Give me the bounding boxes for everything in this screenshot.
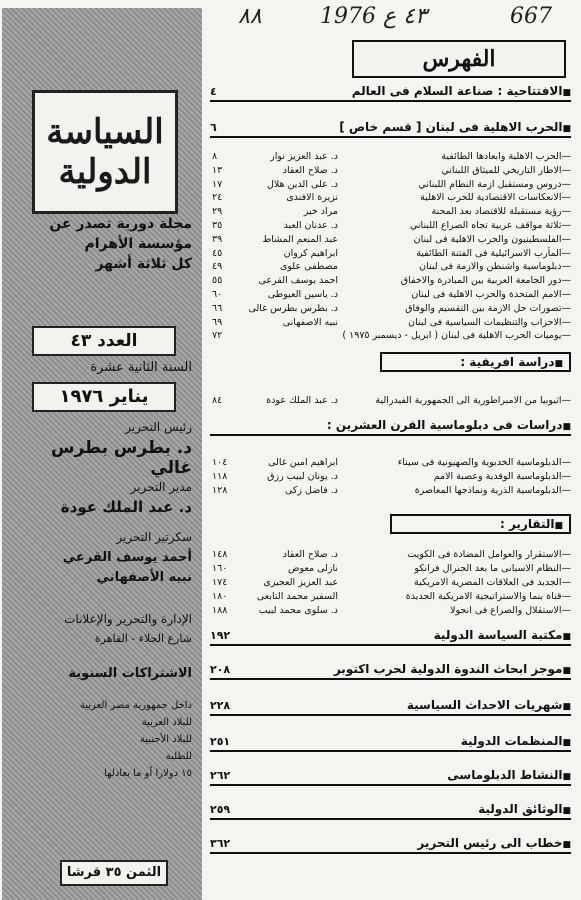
handwritten-note-left: ٨٨ bbox=[238, 4, 262, 29]
article-page: ٦٠ bbox=[212, 289, 223, 300]
toc-article-row bbox=[212, 456, 571, 469]
magazine-title: السياسة الدولية bbox=[46, 112, 164, 192]
toc-section-library bbox=[210, 628, 571, 646]
section-title: ■ مكتبة السياسة الدولية bbox=[434, 628, 571, 642]
toc-article-row bbox=[212, 484, 571, 497]
toc-article-row bbox=[212, 247, 571, 260]
article-author: مراد خير bbox=[303, 206, 338, 218]
article-title: — الاحزاب والتنظيمات السياسية فى لبنان bbox=[342, 316, 571, 329]
article-author: السفير محمد التابعى bbox=[256, 591, 338, 602]
article-page: ١٢٨ bbox=[212, 485, 228, 496]
article-title: — الدبلوماسية الوفدية وعصبة الامم bbox=[342, 470, 571, 483]
secretary-name-1: أحمد يوسف القرعي bbox=[62, 550, 192, 565]
article-page: ٧٢ bbox=[212, 330, 223, 342]
article-page: ١٧٤ bbox=[212, 577, 228, 588]
article-title: — دروس ومستقبل ازمة النظام اللبناني bbox=[342, 178, 571, 191]
toc-article-row bbox=[212, 548, 571, 561]
toc-article-row bbox=[212, 302, 571, 315]
article-page: ١٨٨ bbox=[212, 605, 228, 616]
article-author: د. عدنان العبد bbox=[283, 220, 338, 231]
section-page: ١٩٢ bbox=[210, 629, 231, 642]
toc-article-row bbox=[212, 329, 571, 342]
article-author: مصطفى علوى bbox=[279, 261, 338, 273]
article-author: عبد العزيز العجيزى bbox=[263, 577, 338, 588]
section-title: ■ المنظمات الدولية bbox=[461, 734, 571, 748]
toc-article-row bbox=[212, 562, 571, 575]
article-page: ٦٩ bbox=[212, 316, 223, 328]
article-page: ١٦٠ bbox=[212, 563, 228, 574]
magazine-title-box bbox=[32, 90, 178, 214]
article-author: د. صلاح العقاد bbox=[282, 164, 338, 176]
toc-section-editorial bbox=[210, 84, 571, 102]
editor-label: رئيس التحرير bbox=[125, 420, 192, 434]
toc-article-row bbox=[212, 288, 571, 301]
toc-article-row bbox=[212, 604, 571, 617]
section-page: ٢٢٨ bbox=[210, 699, 231, 712]
section-title: ■ دراسة افريقية : bbox=[460, 355, 563, 369]
article-title: — ثلاثة مواقف عربية تجاه الصراع اللبناني bbox=[342, 219, 571, 232]
article-title: — الاستقرار والعوامل المضادة فى الكويت bbox=[342, 548, 571, 561]
handwritten-note-middle: ٤٣ ع 1976 bbox=[320, 4, 427, 29]
issue-year: السنة الثانية عشرة bbox=[90, 360, 192, 375]
article-page: ٦٦ bbox=[212, 302, 223, 314]
toc-heading: الفهرس bbox=[352, 40, 566, 78]
article-author: نبيه الاصفهانى bbox=[282, 316, 338, 328]
toc-article-row bbox=[212, 394, 571, 407]
article-title: — قناة بنما والاستراتيجية الامريكية الجديدة bbox=[342, 590, 571, 603]
article-author: د. يونان لبيب رزق bbox=[267, 471, 338, 482]
article-page: ١٣ bbox=[212, 164, 223, 176]
section-title: ■ الحرب الاهلية فى لبنان [ قسم خاص ] bbox=[339, 120, 571, 134]
subscription-item: للبلاد الأجنبية bbox=[139, 734, 192, 745]
article-page: ٢٩ bbox=[212, 206, 223, 218]
admin-label: الإدارة والتحرير والإعلانات bbox=[64, 612, 192, 626]
section-title: ■ النشاط الدبلوماسى bbox=[447, 768, 571, 782]
article-author: نازلى معوض bbox=[287, 563, 338, 574]
section-title: ■ الوثائق الدولية bbox=[478, 802, 571, 816]
article-title: — الاستقلال والصراع فى انجولا bbox=[342, 604, 571, 617]
article-page: ٨ bbox=[212, 151, 218, 162]
cover-desc-3: كل ثلاثة أشهر bbox=[95, 256, 192, 272]
article-page: ١٠٤ bbox=[212, 457, 228, 468]
toc-section-october-war bbox=[210, 662, 571, 680]
section-page: ٤ bbox=[210, 85, 217, 98]
cover-desc-2: مؤسسة الأهرام bbox=[84, 236, 192, 252]
toc-section-organizations bbox=[210, 734, 571, 752]
article-title: — رؤية مستقبلة للاقتصاد بعد المحنة bbox=[342, 205, 571, 218]
section-page: ٦ bbox=[210, 121, 217, 134]
article-title: — الحرب الاهلية وابعادها الطائفية bbox=[342, 150, 571, 163]
handwritten-note-right: 667 bbox=[510, 4, 552, 29]
toc-section-african bbox=[380, 352, 571, 372]
toc-section-lebanon bbox=[210, 120, 571, 138]
article-page: ٤٥ bbox=[212, 247, 223, 259]
toc-section-letter bbox=[210, 836, 571, 854]
article-author: عبد المنعم المشاط bbox=[262, 233, 338, 245]
article-title: — الدبلوماسية الخديوية والصهيونية فى سيناء bbox=[342, 456, 571, 469]
article-author: د. فاضل زكى bbox=[284, 485, 338, 496]
subscriptions-label: الاشتراكات السنوية bbox=[68, 666, 192, 681]
toc-article-row bbox=[212, 164, 571, 177]
section-title: ■ شهريات الاحداث السياسية bbox=[407, 698, 571, 712]
price: الثمن ٣٥ قرشا bbox=[60, 860, 168, 886]
section-title: ■ التقارير : bbox=[500, 517, 563, 531]
subscription-item: للبلاد العربية bbox=[141, 717, 192, 728]
address: شارع الجلاء - القاهرة bbox=[94, 632, 192, 645]
toc-section-diplomacy bbox=[210, 418, 571, 436]
subscription-item: ١٥ دولارا أو ما يعادلها bbox=[104, 768, 192, 779]
manager-label: مدير التحرير bbox=[130, 480, 192, 494]
article-page: ١٨٠ bbox=[212, 591, 228, 602]
secretary-label: سكرتير التحرير bbox=[116, 530, 192, 544]
issue-date: يناير ١٩٧٦ bbox=[32, 382, 176, 412]
section-page: ٢٦٢ bbox=[210, 769, 231, 782]
toc-article-row bbox=[212, 219, 571, 232]
article-title: — الاطار التاريخي للميثاق اللبناني bbox=[342, 164, 571, 177]
toc-article-row bbox=[212, 191, 571, 204]
toc-article-row bbox=[212, 590, 571, 603]
article-page: ٢٤ bbox=[212, 192, 223, 204]
toc-article-row bbox=[212, 576, 571, 589]
secretary-name-2: نبيه الأصفهاني bbox=[96, 570, 192, 585]
article-author: نزيرة الافندى bbox=[286, 192, 338, 204]
toc-section-diplomatic-activity bbox=[210, 768, 571, 786]
article-title: — الامم المتحدة والحرب الاهلية فى لبنان bbox=[342, 288, 571, 301]
article-page: ٨٤ bbox=[212, 395, 223, 406]
toc-article-row bbox=[212, 260, 571, 273]
article-title: — المأرب الاسرائيلية فى الفتنة الطائفية bbox=[342, 247, 571, 260]
article-title: — الدبلوماسية الذرية ونماذجها المعاصرة bbox=[342, 484, 571, 497]
section-title: ■ خطاب الى رئيس التحرير bbox=[417, 836, 571, 850]
section-page: ٢٠٨ bbox=[210, 663, 231, 676]
article-page: ١٧ bbox=[212, 178, 223, 190]
toc-article-row bbox=[212, 470, 571, 483]
article-page: ٤٩ bbox=[212, 261, 223, 273]
manager-name: د. عبد الملك عودة bbox=[60, 498, 192, 516]
toc-article-row bbox=[212, 178, 571, 191]
article-author: ابراهيم كروان bbox=[283, 247, 338, 259]
toc-article-row bbox=[212, 233, 571, 246]
editor-name: د. بطرس بطرس غالي bbox=[51, 438, 192, 478]
article-page: ٥٥ bbox=[212, 275, 223, 287]
toc-section-documents bbox=[210, 802, 571, 820]
article-page: ١١٨ bbox=[212, 471, 228, 482]
article-author: د. سلوى محمد لبيب bbox=[258, 605, 338, 616]
article-title: — الجديد فى العلاقات المصرية الامريكية bbox=[342, 576, 571, 589]
article-title: — دور الجامعة العربية بين المبادرة والاخفاق bbox=[342, 274, 571, 287]
section-page: ٢٥١ bbox=[210, 735, 231, 748]
cover-desc-1: مجلة دورية تصدر عن bbox=[49, 216, 192, 232]
section-page: ٣٦٢ bbox=[210, 837, 231, 850]
article-author: د. صلاح العقاد bbox=[282, 549, 338, 560]
article-title: — تصورات حل الازمة بين التقسيم والوفاق bbox=[342, 302, 571, 315]
article-page: ١٤٨ bbox=[212, 549, 228, 560]
article-title: — الفلسطينيون والحرب الاهلية فى لبنان bbox=[342, 233, 571, 246]
article-title: — يوميات الحرب الاهلية فى لبنان ( ابريل - ديسمبر ١٩٧٥ ) bbox=[342, 329, 571, 342]
section-title: ■ الافتتاحية : صناعة السلام فى العالم bbox=[352, 84, 571, 98]
article-title: — الانعكاسات الاقتصادية للحرب الاهلية bbox=[342, 191, 571, 204]
section-title: ■ دراسات فى دبلوماسية القرن العشرين : bbox=[327, 418, 571, 432]
article-page: ٣٥ bbox=[212, 220, 223, 231]
toc-section-reports bbox=[390, 514, 571, 534]
subscription-item: داخل جمهورية مصر العربية bbox=[79, 700, 192, 711]
article-title: — النظام الاسبانى ما بعد الجنرال فرانكو bbox=[342, 562, 571, 575]
article-author: د. على الدين هلال bbox=[266, 178, 338, 190]
article-author: ابراهيم امين غالى bbox=[268, 457, 338, 468]
article-author bbox=[238, 329, 342, 342]
issue-number: العدد ٤٣ bbox=[32, 326, 176, 356]
article-title: — اثيوبيا من الامبراطورية الى الجمهورية الفيدرالية bbox=[342, 394, 571, 407]
article-author: د. بطرس بطرس غالى bbox=[248, 302, 338, 314]
article-author: د. ياسين العيوطى bbox=[267, 289, 338, 300]
toc-section-events bbox=[210, 698, 571, 716]
section-title: ■ موجز ابحاث الندوة الدولية لحرب اكتوبر bbox=[334, 662, 571, 676]
subscription-item: للطلبة bbox=[165, 751, 192, 762]
article-title: — دبلوماسية واشنطن والازمة فى لبنان bbox=[342, 260, 571, 273]
subscriptions-list bbox=[6, 698, 192, 783]
toc-article-row bbox=[212, 316, 571, 329]
article-page: ٣٩ bbox=[212, 233, 223, 245]
toc-article-row bbox=[212, 274, 571, 287]
article-author: د. عبد العزيز نوار bbox=[270, 151, 338, 162]
article-author: د. عبد الملك عودة bbox=[266, 395, 338, 406]
section-page: ٢٥٩ bbox=[210, 803, 231, 816]
cover-banner bbox=[2, 8, 202, 900]
toc-article-row bbox=[212, 150, 571, 163]
article-author: احمد يوسف القرعى bbox=[258, 275, 338, 287]
toc-article-row bbox=[212, 205, 571, 218]
